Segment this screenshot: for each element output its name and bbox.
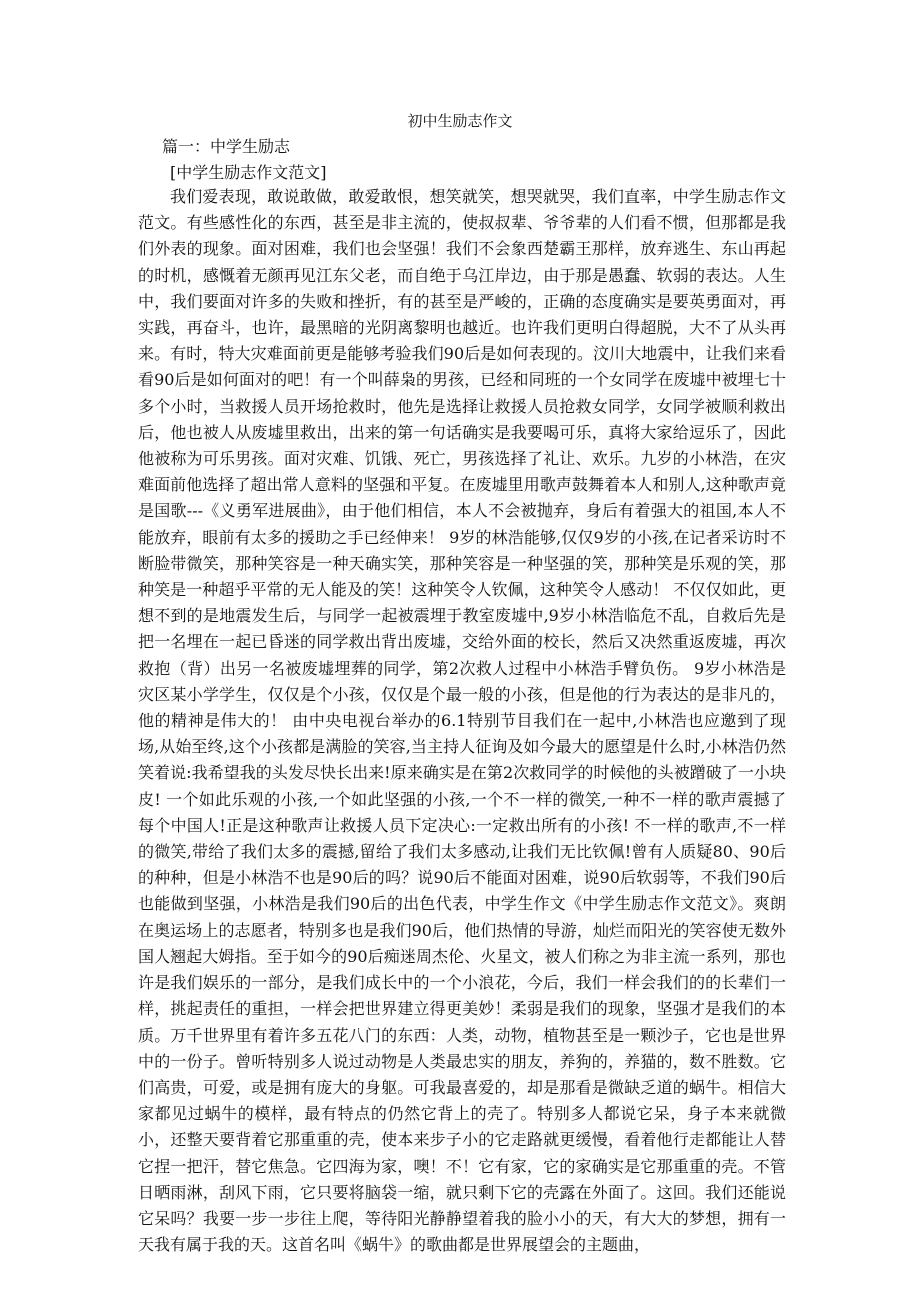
document-title: 初中生励志作文 (407, 112, 513, 130)
essay-body-paragraph: 我们爱表现，敢说敢做，敢爱敢恨，想笑就笑，想哭就哭，我们直率，中学生励志作文范文。有些感性化的东西，甚至是非主流的，使叔叔辈、爷爷辈的人们看不惯，但那都是我们外表的现象。面对困难，我们也会坚强！我们不会象西楚霸王那样，放弃逃生、东山再起的时机，感慨着无颜再见江东父老，而自绝于乌江岸边，由于那是愚蠢、软弱的表达。人生中，我们要面对许多的失败和挫折，有的甚至是严峻的，正确的态度确实是要英勇面对，再实践，再奋斗，也许，最黑暗的光阴离黎明也越近。也许我们更明白得超脱，大不了从头再来。有时，特大灾难面前更是能够考验我们90后是如何表现的。汶川大地震中，让我们来看看90后是如何面对的吧！有一个叫薛枭的男孩，已经和同班的一个女同学在废墟中被埋七十多个小时，当救援人员开场抢救时，他先是选择让救援人员抢救女同学，女同学被顺利救出后，他也被人从废墟里救出，出来的第一句话确实是我要喝可乐，真将大家给逗乐了，因此他被称为可乐男孩。面对灾难、饥饿、死亡，男孩选择了礼让、欢乐。九岁的小林浩，在灾难面前他选择了超出常人意料的坚强和平复。在废墟里用歌声鼓舞着本人和别人,这种歌声竟是国歌---《义勇军进展曲》，由于他们相信，本人不会被抛弃，身后有着强大的祖国,本人不能放弃，眼前有太多的援助之手已经伸来！ 9岁的林浩能够,仅仅9岁的小孩,在记者采访时不断脸带微笑，那种笑容是一种天确实笑，那种笑容是一种坚强的笑，那种笑是乐观的笑，那种笑是一种超乎平常的无人能及的笑！这种笑令人钦佩，这种笑令人感动！ 不仅仅如此，更想不到的是地震发生后，与同学一起被震埋于教室废墟中,9岁小林浩临危不乱，自救后先是把一名埋在一起已昏迷的同学救出背出废墟，交给外面的校长，然后又决然重返废墟，再次救抱（背）出另一名被废墟埋葬的同学，第2次救人过程中小林浩手臂负伤。 9岁小林浩是灾区某小学学生，仅仅是个小孩，仅仅是个最一般的小孩，但是他的行为表达的是非凡的，他的精神是伟大的！ 由中央电视台举办的6.1特别节目我们在一起中,小林浩也应邀到了现场,从始至终,这个小孩都是满脸的笑容,当主持人征询及如今最大的愿望是什么时,小林浩仍然笑着说:我希望我的头发尽快长出来!原来确实是在第2次救同学的时候他的头被蹭破了一小块皮! 一个如此乐观的小孩,一个如此坚强的小孩,一个不一样的微笑,一种不一样的歌声震撼了每个中国人!正是这种歌声让救援人员下定决心:一定救出所有的小孩! 不一样的歌声,不一样的微笑,带给了我们太多的震撼,留给了我们太多感动,让我们无比钦佩!曾有人质疑80、90后的种种，但是小林浩不也是90后的吗？说90后不能面对困难，说90后软弱等，不我们90后也能做到坚强，小林浩是我们90后的出色代表，中学生作文《中学生励志作文范文》。爽朗在奥运场上的志愿者，特别多也是我们90后，他们热情的导游，灿烂而阳光的笑容使无数外国人翘起大姆指。至于如今的90后痴迷周杰伦、火星文，被人们称之为非主流一系列，那也许是我们娱乐的一部分，是我们成长中的一个小浪花，今后，我们一样会我们的的长辈们一样，挑起责任的重担，一样会把世界建立得更美妙！柔弱是我们的现象，坚强才是我们的本质。万千世界里有着许多五花八门的东西：人类，动物，植物甚至是一颗沙子，它也是世界中的一份子。曾听特别多人说过动物是人类最忠实的朋友，养狗的，养猫的，数不胜数。它们高贵，可爱，或是拥有庞大的身躯。可我最喜爱的，却是那看是微缺乏道的蜗牛。相信大家都见过蜗牛的模样，最有特点的仍然它背上的壳了。特别多人都说它呆，身子本来就微小，还整天要背着它那重重的壳，使本来步子小的它走路就更缓慢，看着他行走都能让人替它捏一把汗，替它焦急。它四海为家，噢！不！它有家，它的家确实是它那重重的壳。不管日晒雨淋，刮风下雨，它只要将脑袋一缩，就只剩下它的壳露在外面了。这回。我们还能说它呆吗？我要一步一步往上爬，等待阳光静静望着我的脸小小的天，有大大的梦想，拥有一天我有属于我的天。这首名叫《蜗牛》的歌曲都是世界展望会的主题曲， (138, 187, 786, 1255)
essay-subheading: [中学生励志作文范文] (170, 163, 327, 182)
section-heading: 篇一：中学生励志 (162, 137, 291, 156)
